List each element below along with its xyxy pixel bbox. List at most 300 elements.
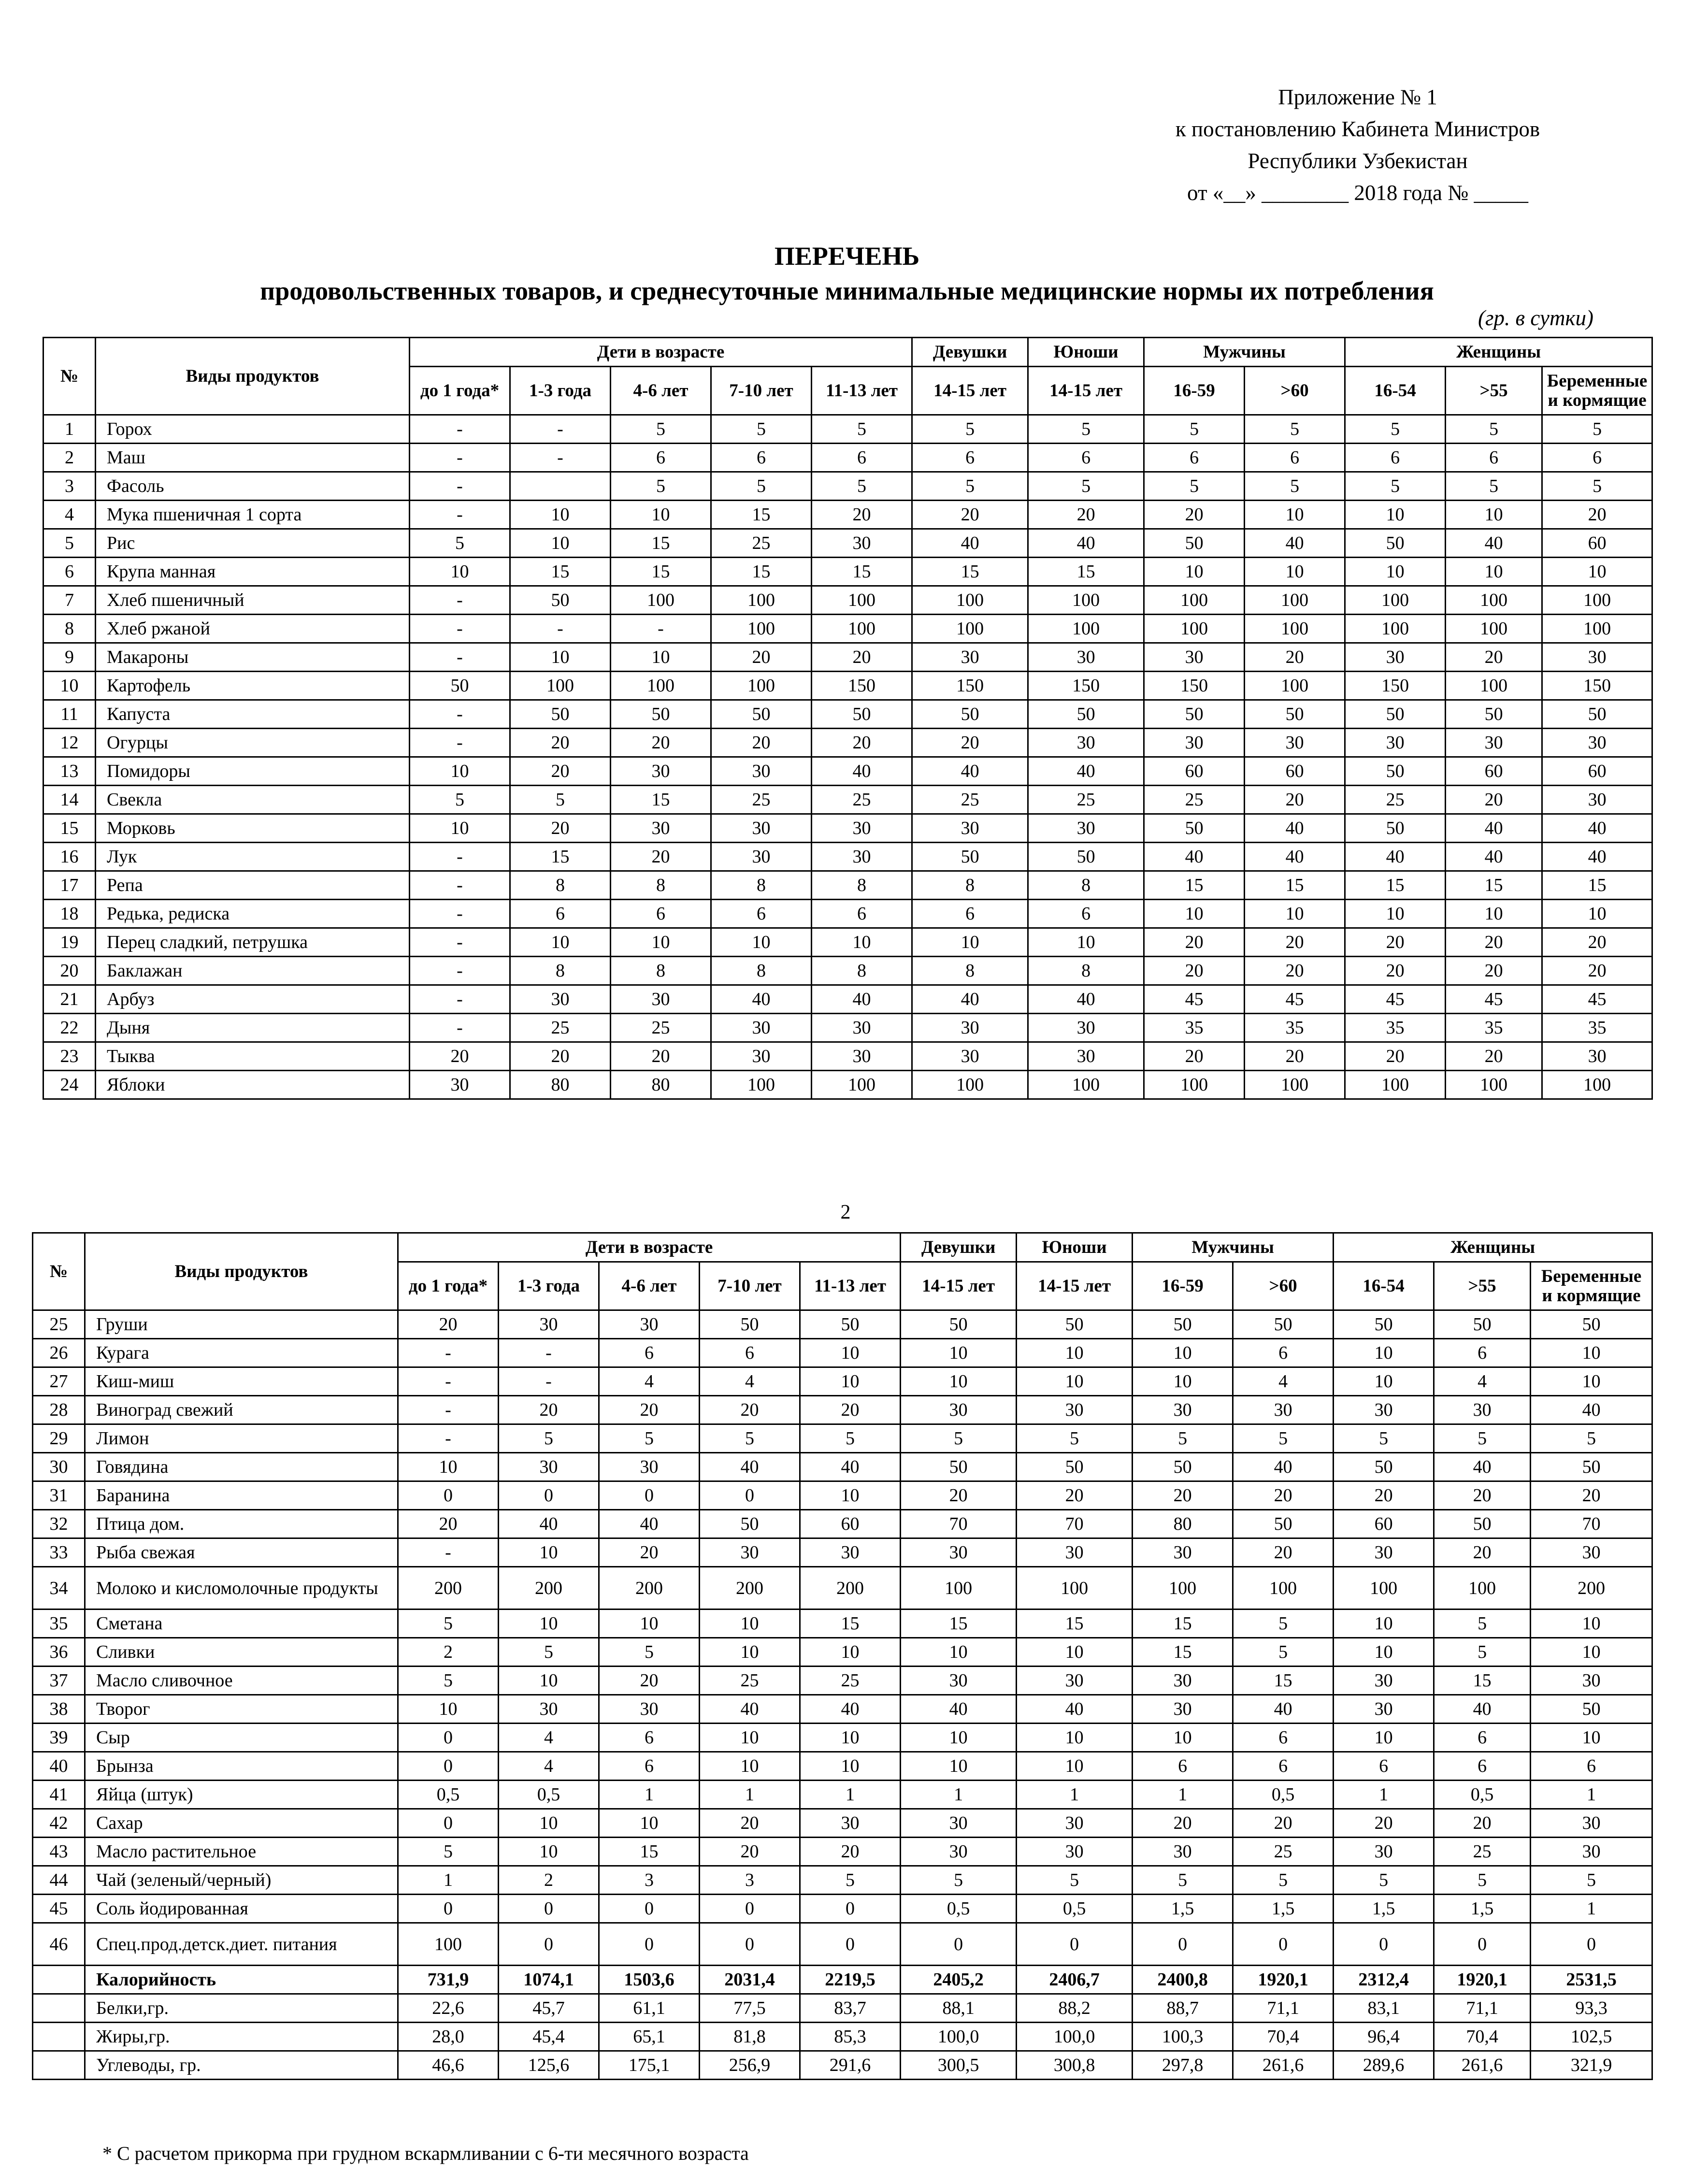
table-row (33, 1453, 1652, 1481)
table-row (43, 786, 1652, 814)
norm-value: 20 (1245, 928, 1345, 957)
norm-value: - (410, 928, 510, 957)
norm-value: 8 (912, 957, 1028, 985)
summary-value: 125,6 (499, 2051, 599, 2080)
norm-value: 30 (499, 1695, 599, 1724)
summary-value: 28,0 (398, 2023, 499, 2051)
norm-value: 4 (1434, 1367, 1531, 1396)
norm-value: 15 (510, 558, 611, 586)
norm-value: 15 (800, 1609, 901, 1638)
norm-value: 40 (1542, 843, 1652, 871)
norm-value: 30 (1345, 643, 1446, 672)
table-row (33, 1838, 1652, 1866)
norm-value: 5 (1028, 415, 1144, 444)
norm-value: - (510, 615, 611, 643)
norm-value: 8 (510, 957, 611, 985)
norm-value: 20 (1017, 1481, 1133, 1510)
norm-value: 100 (1133, 1567, 1233, 1609)
table-row (43, 472, 1652, 501)
norm-value: 40 (1233, 1695, 1334, 1724)
norm-value: 30 (1334, 1538, 1434, 1567)
norm-value: 50 (800, 1310, 901, 1339)
norm-value: - (611, 615, 711, 643)
product-name: Сметана (85, 1609, 398, 1638)
norm-value: 40 (1446, 843, 1542, 871)
header-column: 7-10 лет (700, 1262, 800, 1310)
norm-value: 35 (1542, 1014, 1652, 1042)
norm-value: 30 (1028, 814, 1144, 843)
norm-value (510, 472, 611, 501)
product-name: Молоко и кисломолочные продукты (85, 1567, 398, 1609)
summary-label: Углеводы, гр. (85, 2051, 398, 2080)
norm-value: 20 (812, 643, 912, 672)
row-number: 11 (43, 700, 96, 729)
table-row (33, 1866, 1652, 1895)
norm-value: 70 (1017, 1510, 1133, 1538)
norm-value: 0 (499, 1923, 599, 1966)
norm-value: 10 (1017, 1367, 1133, 1396)
table-row (43, 729, 1652, 757)
norm-value: 30 (1542, 786, 1652, 814)
norm-value: 100 (711, 1071, 812, 1099)
summary-value: 175,1 (599, 2051, 700, 2080)
table-row (33, 1895, 1652, 1923)
norm-value: 8 (1028, 957, 1144, 985)
header-column: 14-15 лет (912, 367, 1028, 415)
norm-value: 15 (812, 558, 912, 586)
norm-value: 4 (1233, 1367, 1334, 1396)
norm-value: 5 (1028, 472, 1144, 501)
table-row (33, 1781, 1652, 1809)
norm-value: 0 (499, 1481, 599, 1510)
summary-value: 22,6 (398, 1994, 499, 2023)
norm-value: 5 (510, 786, 611, 814)
norm-value: 20 (611, 729, 711, 757)
norm-value: 30 (1434, 1396, 1531, 1424)
product-name: Мука пшеничная 1 сорта (96, 501, 410, 529)
norm-value: 10 (611, 928, 711, 957)
norm-value: 6 (711, 900, 812, 928)
summary-value: 1920,1 (1233, 1966, 1334, 1994)
product-name: Хлеб пшеничный (96, 586, 410, 615)
norm-value: 30 (1245, 729, 1345, 757)
norm-value: 40 (1434, 1453, 1531, 1481)
norm-value: 20 (1028, 501, 1144, 529)
norm-value: 50 (1028, 843, 1144, 871)
norm-value: 15 (1446, 871, 1542, 900)
product-name: Сливки (85, 1638, 398, 1667)
header-product: Виды продуктов (85, 1233, 398, 1310)
norm-value: 30 (499, 1453, 599, 1481)
norm-value: - (410, 1014, 510, 1042)
summary-value: 81,8 (700, 2023, 800, 2051)
row-number: 41 (33, 1781, 85, 1809)
norm-value: 5 (1233, 1638, 1334, 1667)
norm-value: 40 (1028, 985, 1144, 1014)
product-name: Фасоль (96, 472, 410, 501)
norm-value: 15 (611, 558, 711, 586)
product-name: Птица дом. (85, 1510, 398, 1538)
norm-value: 10 (510, 501, 611, 529)
norm-value: 5 (1144, 415, 1245, 444)
row-number: 28 (33, 1396, 85, 1424)
norm-value: 20 (611, 843, 711, 871)
norm-value: 100 (611, 586, 711, 615)
norm-value: 15 (1434, 1667, 1531, 1695)
product-name: Морковь (96, 814, 410, 843)
summary-value: 45,4 (499, 2023, 599, 2051)
norm-value: 200 (398, 1567, 499, 1609)
table-row (33, 1538, 1652, 1567)
norm-value: - (398, 1396, 499, 1424)
norm-value: 40 (1233, 1453, 1334, 1481)
norm-value: 20 (510, 814, 611, 843)
norm-value: 60 (1542, 757, 1652, 786)
product-name: Крупа манная (96, 558, 410, 586)
summary-value: 70,4 (1233, 2023, 1334, 2051)
norm-value: 30 (1334, 1667, 1434, 1695)
summary-value: 102,5 (1531, 2023, 1652, 2051)
norm-value: 100 (1345, 586, 1446, 615)
norm-value: 20 (812, 501, 912, 529)
norm-value: 5 (1345, 415, 1446, 444)
norm-value: 20 (1144, 501, 1245, 529)
summary-value: 88,2 (1017, 1994, 1133, 2023)
summary-row (33, 2051, 1652, 2080)
norm-value: 30 (912, 643, 1028, 672)
row-number: 32 (33, 1510, 85, 1538)
product-name: Перец сладкий, петрушка (96, 928, 410, 957)
norm-value: 1 (398, 1866, 499, 1895)
product-name: Хлеб ржаной (96, 615, 410, 643)
norm-value: 5 (1531, 1866, 1652, 1895)
norm-value: 100 (1245, 586, 1345, 615)
norm-value: - (410, 729, 510, 757)
norm-value: 100 (1446, 586, 1542, 615)
table-row (33, 1396, 1652, 1424)
norm-value: 150 (1345, 672, 1446, 700)
header-column: 1-3 года (510, 367, 611, 415)
summary-value: 45,7 (499, 1994, 599, 2023)
norm-value: 20 (1133, 1809, 1233, 1838)
norm-value: 15 (510, 843, 611, 871)
norm-value: 15 (901, 1609, 1017, 1638)
norm-value: 80 (611, 1071, 711, 1099)
summary-value: 96,4 (1334, 2023, 1434, 2051)
norm-value: 20 (700, 1838, 800, 1866)
norm-value: 1 (901, 1781, 1017, 1809)
header-group-children: Дети в возрасте (398, 1233, 901, 1262)
table-row (33, 1510, 1652, 1538)
norm-value: 30 (901, 1809, 1017, 1838)
norm-value: 30 (1028, 1014, 1144, 1042)
norm-value: 60 (1446, 757, 1542, 786)
row-number: 19 (43, 928, 96, 957)
norm-value: 10 (510, 928, 611, 957)
norm-value: 50 (1345, 700, 1446, 729)
norm-value: 30 (711, 814, 812, 843)
norm-value: 6 (1144, 444, 1245, 472)
norm-value: 100 (1446, 672, 1542, 700)
product-name: Яблоки (96, 1071, 410, 1099)
norm-value: 35 (1245, 1014, 1345, 1042)
norm-value: 6 (1434, 1724, 1531, 1752)
norm-value: 100 (1334, 1567, 1434, 1609)
table-row (43, 843, 1652, 871)
summary-value: 2405,2 (901, 1966, 1017, 1994)
norm-value: 25 (800, 1667, 901, 1695)
summary-value: 83,7 (800, 1994, 901, 2023)
summary-value: 46,6 (398, 2051, 499, 2080)
table-row (33, 1310, 1652, 1339)
norm-value: 10 (700, 1638, 800, 1667)
product-name: Творог (85, 1695, 398, 1724)
norm-value: - (499, 1367, 599, 1396)
norm-value: 6 (510, 900, 611, 928)
norm-value: 25 (711, 786, 812, 814)
product-name: Репа (96, 871, 410, 900)
norm-value: - (410, 444, 510, 472)
norm-value: 5 (1446, 415, 1542, 444)
product-name: Брынза (85, 1752, 398, 1781)
norm-value: 10 (410, 757, 510, 786)
norm-value: 100 (1345, 1071, 1446, 1099)
norm-value: 100 (1245, 615, 1345, 643)
norm-value: 30 (812, 529, 912, 558)
norm-value: 15 (711, 558, 812, 586)
header-column: 4-6 лет (599, 1262, 700, 1310)
norm-value: 40 (1542, 814, 1652, 843)
norm-value: 20 (1245, 1042, 1345, 1071)
row-number: 27 (33, 1367, 85, 1396)
norm-value: 6 (1233, 1339, 1334, 1367)
product-name: Горох (96, 415, 410, 444)
table-row (33, 1923, 1652, 1966)
document-title (43, 239, 1651, 308)
table-row (43, 985, 1652, 1014)
norm-value: 20 (1345, 1042, 1446, 1071)
norm-value: 30 (812, 814, 912, 843)
norm-value: 10 (1334, 1609, 1434, 1638)
norm-value: 50 (812, 700, 912, 729)
norm-value: 50 (700, 1310, 800, 1339)
norm-value: 100 (1434, 1567, 1531, 1609)
norm-value: 60 (1245, 757, 1345, 786)
norm-value: 6 (599, 1752, 700, 1781)
norm-value: 20 (1446, 786, 1542, 814)
norm-value: 20 (611, 1042, 711, 1071)
summary-row (33, 1994, 1652, 2023)
norm-value: 30 (1542, 1042, 1652, 1071)
row-number: 25 (33, 1310, 85, 1339)
norm-value: 10 (700, 1724, 800, 1752)
norm-value: 30 (1133, 1695, 1233, 1724)
norm-value: 40 (1028, 757, 1144, 786)
row-number: 5 (43, 529, 96, 558)
header-column: 7-10 лет (711, 367, 812, 415)
norm-value: 8 (812, 871, 912, 900)
product-name: Спец.прод.детск.диет. питания (85, 1923, 398, 1966)
norm-value: 30 (800, 1809, 901, 1838)
norm-value: 150 (1144, 672, 1245, 700)
norm-value: 2 (499, 1866, 599, 1895)
norm-value: 20 (1434, 1809, 1531, 1838)
norm-value: 5 (912, 415, 1028, 444)
norm-value: 60 (1542, 529, 1652, 558)
norm-value: 40 (700, 1695, 800, 1724)
norm-value: 20 (510, 757, 611, 786)
norm-value: 6 (711, 444, 812, 472)
norm-value: 30 (1334, 1396, 1434, 1424)
norm-value: 1,5 (1334, 1895, 1434, 1923)
header-group-children: Дети в возрасте (410, 338, 912, 367)
norm-value: 50 (1334, 1310, 1434, 1339)
norm-value: 20 (1233, 1809, 1334, 1838)
norm-value: 40 (901, 1695, 1017, 1724)
norm-value: 10 (800, 1481, 901, 1510)
norm-value: 0 (599, 1895, 700, 1923)
norm-value: 15 (1133, 1638, 1233, 1667)
norm-value: 100 (1028, 615, 1144, 643)
norm-value: 50 (1144, 700, 1245, 729)
product-name: Баранина (85, 1481, 398, 1510)
norm-value: 5 (1542, 472, 1652, 501)
table-row (33, 1724, 1652, 1752)
norm-value: 30 (1133, 1838, 1233, 1866)
norm-value: 30 (1133, 1667, 1233, 1695)
table-row (43, 957, 1652, 985)
norm-value: 30 (1028, 1042, 1144, 1071)
norm-value: 150 (912, 672, 1028, 700)
norm-value: 100 (510, 672, 611, 700)
norm-value: 0 (700, 1481, 800, 1510)
norm-value: - (510, 444, 611, 472)
norm-value: 40 (499, 1510, 599, 1538)
norm-value: 5 (812, 472, 912, 501)
norm-value: 40 (1446, 529, 1542, 558)
norm-value: 0,5 (901, 1895, 1017, 1923)
row-number: 43 (33, 1838, 85, 1866)
product-name: Масло сливочное (85, 1667, 398, 1695)
norm-value: 40 (711, 985, 812, 1014)
norm-value: 6 (599, 1339, 700, 1367)
norm-value: 20 (1434, 1481, 1531, 1510)
norm-value: 45 (1446, 985, 1542, 1014)
appendix-line-3: Республики Узбекистан (1248, 149, 1468, 173)
norm-value: 10 (1133, 1367, 1233, 1396)
norm-value: 5 (1434, 1638, 1531, 1667)
norm-value: 150 (1542, 672, 1652, 700)
norm-value: 30 (1144, 643, 1245, 672)
summary-value: 2219,5 (800, 1966, 901, 1994)
table-row (43, 444, 1652, 472)
norm-value: 8 (711, 871, 812, 900)
norm-value: 40 (1245, 814, 1345, 843)
norm-value: 10 (901, 1752, 1017, 1781)
norm-value: 20 (711, 729, 812, 757)
norm-value: 50 (1345, 529, 1446, 558)
table-row (43, 1071, 1652, 1099)
appendix-line-2: к постановлению Кабинета Министров (1175, 117, 1540, 141)
header-group-boys: Юноши (1017, 1233, 1133, 1262)
norm-value: 50 (1345, 757, 1446, 786)
row-number: 26 (33, 1339, 85, 1367)
norm-value: 6 (1446, 444, 1542, 472)
norm-value: 30 (1542, 643, 1652, 672)
norm-value: 10 (711, 928, 812, 957)
norm-value: 0,5 (1017, 1895, 1133, 1923)
norm-value: 8 (611, 957, 711, 985)
norm-value: 30 (611, 757, 711, 786)
norm-value: 5 (1245, 415, 1345, 444)
table-row (33, 1609, 1652, 1638)
norm-value: 10 (398, 1453, 499, 1481)
table-row (33, 1367, 1652, 1396)
summary-value: 2031,4 (700, 1966, 800, 1994)
norm-value: 1 (700, 1781, 800, 1809)
norm-value: 30 (410, 1071, 510, 1099)
header-group-women: Женщины (1334, 1233, 1652, 1262)
norm-value: 100 (1542, 586, 1652, 615)
norm-value: 100 (398, 1923, 499, 1966)
header-column: >60 (1245, 367, 1345, 415)
norm-value: 150 (812, 672, 912, 700)
norm-value: 10 (700, 1752, 800, 1781)
table-row (43, 672, 1652, 700)
row-number: 29 (33, 1424, 85, 1453)
norm-value: 15 (1144, 871, 1245, 900)
table-row (33, 1339, 1652, 1367)
norm-value: 10 (599, 1609, 700, 1638)
norm-value: 10 (1245, 501, 1345, 529)
norm-value: 5 (611, 472, 711, 501)
row-number: 2 (43, 444, 96, 472)
norm-value: - (410, 501, 510, 529)
norm-value: 80 (1133, 1510, 1233, 1538)
norm-value: 20 (1446, 928, 1542, 957)
norm-value: 0 (1133, 1923, 1233, 1966)
norm-value: 25 (700, 1667, 800, 1695)
norm-value: 30 (812, 1014, 912, 1042)
norm-value: 20 (1345, 928, 1446, 957)
norm-value: 5 (711, 415, 812, 444)
norm-value: 50 (1133, 1453, 1233, 1481)
norm-value: 20 (499, 1396, 599, 1424)
norm-value: 6 (1133, 1752, 1233, 1781)
norm-value: 5 (700, 1424, 800, 1453)
norm-value: 10 (700, 1609, 800, 1638)
norm-value: 15 (611, 529, 711, 558)
norm-value: 30 (1446, 729, 1542, 757)
norm-value: 6 (1345, 444, 1446, 472)
norm-value: 50 (1446, 700, 1542, 729)
norm-value: 10 (499, 1538, 599, 1567)
norm-value: - (499, 1339, 599, 1367)
norm-value: 50 (410, 672, 510, 700)
norm-value: 10 (1144, 900, 1245, 928)
summary-value: 297,8 (1133, 2051, 1233, 2080)
norm-value: 10 (499, 1609, 599, 1638)
norm-value: 30 (912, 1042, 1028, 1071)
norm-value: - (398, 1339, 499, 1367)
norm-value: 50 (1245, 700, 1345, 729)
row-number: 31 (33, 1481, 85, 1510)
summary-value: 88,1 (901, 1994, 1017, 2023)
norm-value: 20 (398, 1310, 499, 1339)
norm-value: 40 (812, 757, 912, 786)
norm-value: 30 (1017, 1396, 1133, 1424)
norm-value: 6 (611, 900, 711, 928)
